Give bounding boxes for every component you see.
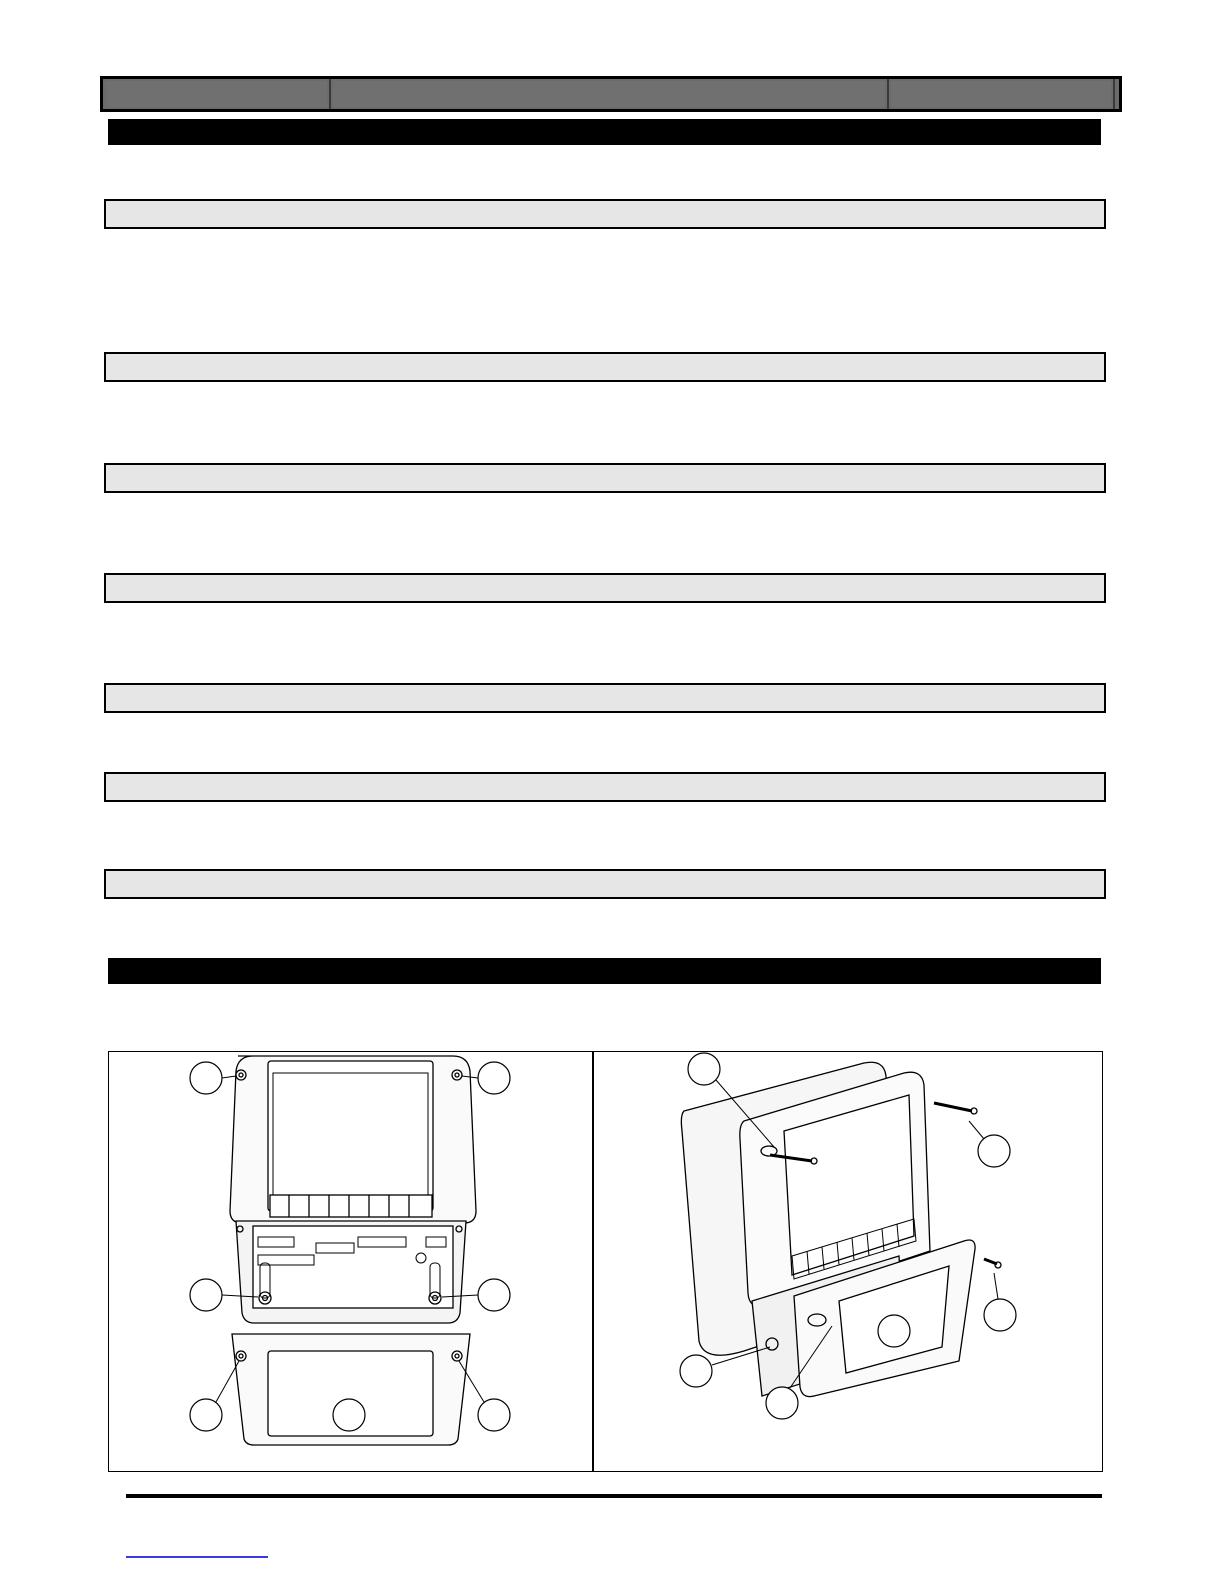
callout-circle bbox=[478, 1399, 510, 1431]
page-header bbox=[100, 76, 1122, 112]
callout-circle bbox=[984, 1299, 1016, 1331]
section-heading-bar-1 bbox=[108, 119, 1101, 145]
subsection-bar bbox=[104, 772, 1106, 802]
callout-circle bbox=[978, 1135, 1010, 1167]
header-cell-left bbox=[105, 79, 331, 109]
subsection-bar bbox=[104, 573, 1106, 603]
long-screw-right bbox=[934, 1103, 972, 1111]
section-heading-bar-2 bbox=[108, 958, 1101, 984]
enclosure-front-view-figure bbox=[108, 1051, 593, 1472]
key-strip bbox=[270, 1195, 432, 1217]
callout-circle bbox=[190, 1399, 222, 1431]
callout-circle bbox=[190, 1062, 222, 1094]
callout-circle bbox=[766, 1387, 798, 1419]
subsection-bar bbox=[104, 683, 1106, 713]
callout-circle bbox=[878, 1315, 910, 1347]
subsection-bar bbox=[104, 869, 1106, 899]
subsection-bar bbox=[104, 352, 1106, 382]
callout-circle bbox=[680, 1355, 712, 1387]
callout-circle bbox=[333, 1399, 365, 1431]
subsection-bar bbox=[104, 199, 1106, 229]
callout-circle bbox=[190, 1279, 222, 1311]
footer-rule bbox=[126, 1494, 1102, 1498]
callout-circle bbox=[688, 1053, 720, 1085]
footer-link[interactable] bbox=[126, 1556, 268, 1558]
callout-circle bbox=[478, 1062, 510, 1094]
header-cell-center bbox=[331, 79, 889, 109]
subsection-bar bbox=[104, 463, 1106, 493]
enclosure-exploded-view-figure bbox=[594, 1051, 1102, 1472]
callout-circle bbox=[478, 1279, 510, 1311]
header-cell-right bbox=[889, 79, 1115, 109]
